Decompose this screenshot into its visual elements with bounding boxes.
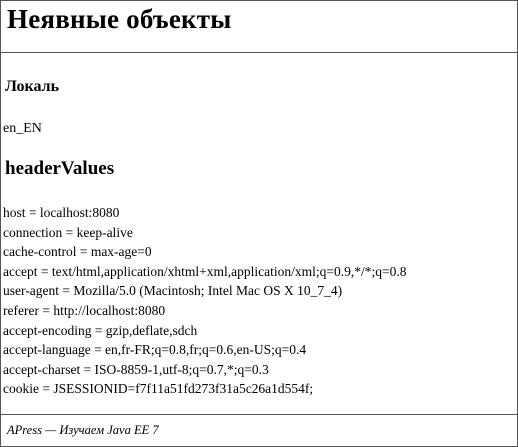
page-title: Неявные объекты xyxy=(7,4,232,34)
header-line-accept-charset: accept-charset = ISO-8859-1,utf-8;q=0.7,*;q=0.3 xyxy=(3,361,269,377)
locale-heading: Локаль xyxy=(5,78,60,95)
main-content xyxy=(1,53,517,414)
footer-text: APress — Изучаем Java EE 7 xyxy=(7,423,159,437)
page-header xyxy=(1,1,517,53)
header-line-cookie: cookie = JSESSIONID=f7f11a51fd273f31a5c26a1d554f; xyxy=(3,381,314,397)
header-line-host: host = localhost:8080 xyxy=(3,205,120,220)
header-line-cache-control: cache-control = max-age=0 xyxy=(3,244,152,260)
header-line-referer: referer = http://localhost:8080 xyxy=(3,302,166,318)
locale-value: en_EN xyxy=(3,121,42,136)
header-line-accept: accept = text/html,application/xhtml+xml,application/xml;q=0.9,*/*;q=0.8 xyxy=(3,263,407,279)
header-line-accept-language: accept-language = en,fr-FR;q=0.8,fr;q=0.6,en-US;q=0.4 xyxy=(3,342,307,358)
header-values-list xyxy=(3,203,407,399)
page-footer xyxy=(1,414,517,446)
header-values-heading: headerValues xyxy=(5,158,115,179)
header-line-user-agent: user-agent = Mozilla/5.0 (Macintosh; Intel Mac OS X 10_7_4) xyxy=(3,283,343,299)
header-line-connection: connection = keep-alive xyxy=(3,224,133,240)
header-line-accept-encoding: accept-encoding = gzip,deflate,sdch xyxy=(3,322,198,338)
